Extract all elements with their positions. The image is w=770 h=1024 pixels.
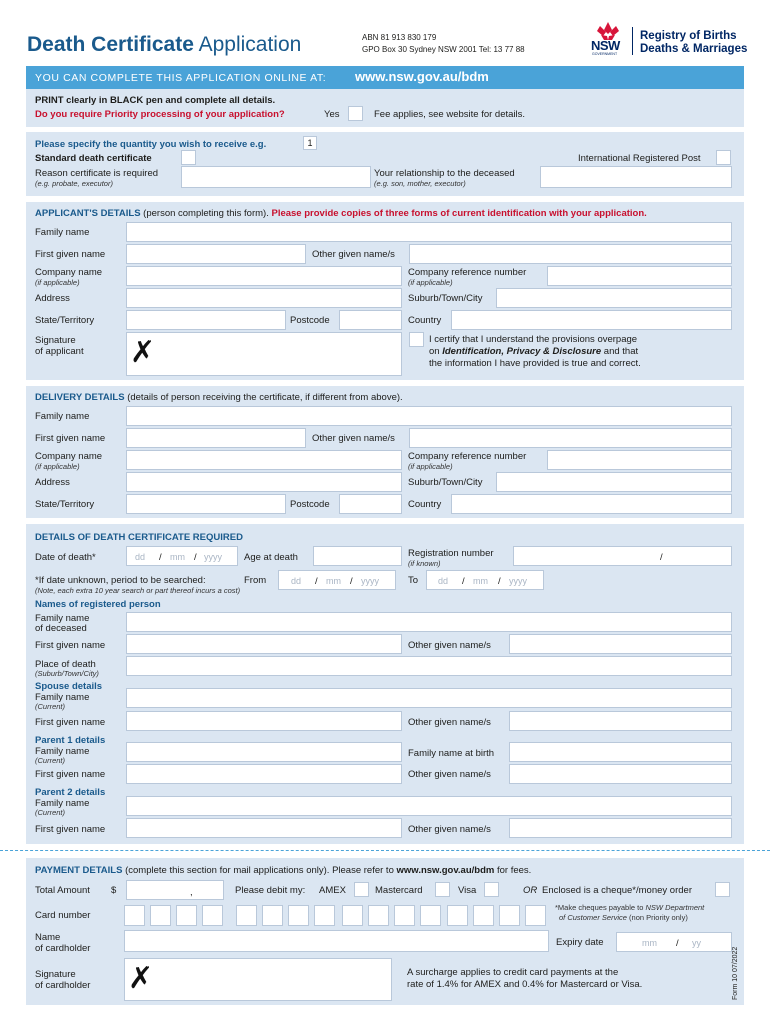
priority-yes-label: Yes (324, 109, 340, 120)
delivery-other-names-label: Other given name/s (312, 433, 395, 444)
delivery-title-note: (details of person receiving the certificate, if different from above). (127, 392, 403, 403)
cardholder-signature-label2: of cardholder (35, 980, 91, 991)
relationship-example: (e.g. son, mother, executor) (374, 179, 466, 188)
delivery-address-label: Address (35, 477, 70, 488)
card-digit-8[interactable] (314, 905, 335, 926)
date-of-death-label: Date of death* (35, 552, 96, 563)
applicant-id-requirement: Please provide copies of three forms of current identification with your application. (271, 208, 647, 219)
from-yyyy-placeholder: yyyy (361, 576, 379, 586)
parent2-other-names-input[interactable] (509, 818, 732, 838)
applicant-title (35, 208, 647, 219)
delivery-family-name-label: Family name (35, 411, 90, 422)
relationship-label: Your relationship to the deceased (374, 168, 515, 179)
contact-address: GPO Box 30 Sydney NSW 2001 Tel: 13 77 88 (362, 45, 525, 54)
card-number-label: Card number (35, 910, 91, 921)
certify-and: and that (603, 346, 639, 357)
applicant-country-label: Country (408, 315, 442, 326)
registration-number-input[interactable] (513, 546, 732, 566)
deceased-other-names-label: Other given name/s (408, 640, 491, 651)
priority-yes-checkbox[interactable] (348, 106, 363, 121)
applicant-company-ref-input[interactable] (547, 266, 732, 286)
delivery-country-label: Country (408, 499, 442, 510)
expiry-date-label: Expiry date (556, 937, 604, 948)
delivery-postcode-label: Postcode (290, 499, 330, 510)
cardholder-signature-label: Signature (35, 969, 76, 980)
certify-text-line2 (429, 346, 638, 357)
parent1-current-sub: (Current) (35, 756, 66, 765)
spouse-family-name-label: Family name (35, 692, 90, 703)
quantity-title: Please specify the quantity you wish to receive e.g. (35, 139, 267, 150)
certify-checkbox[interactable] (409, 332, 424, 347)
dod-yyyy-placeholder: yyyy (204, 552, 222, 562)
applicant-country-input[interactable] (451, 310, 732, 330)
spouse-details-title: Spouse details (35, 681, 103, 692)
card-digit-12[interactable] (420, 905, 441, 926)
parent1-birth-name-label: Family name at birth (408, 748, 495, 759)
abn-text: ABN 81 913 830 179 (362, 33, 437, 42)
registration-number-label: Registration number (408, 548, 494, 559)
applicant-company-sub: (if applicable) (35, 278, 80, 287)
applicant-state-input[interactable] (126, 310, 286, 330)
applicant-company-input[interactable] (126, 266, 402, 286)
payment-title-main: PAYMENT DETAILS (35, 865, 123, 876)
card-digit-9[interactable] (342, 905, 363, 926)
dollar-sign: $ (111, 885, 117, 896)
to-slash1: / (462, 576, 465, 587)
delivery-other-names-input[interactable] (409, 428, 732, 448)
spouse-other-names-label: Other given name/s (408, 717, 491, 728)
parent2-family-name-label: Family name (35, 798, 90, 809)
applicant-postcode-input[interactable] (339, 310, 402, 330)
parent1-other-names-label: Other given name/s (408, 769, 491, 780)
delivery-first-name-label: First given name (35, 433, 106, 444)
applicant-address-input[interactable] (126, 288, 402, 308)
parent1-details-title: Parent 1 details (35, 735, 106, 746)
from-slash1: / (315, 576, 318, 587)
visa-checkbox[interactable] (484, 882, 499, 897)
reason-example: (e.g. probate, executor) (35, 179, 113, 188)
card-digit-11[interactable] (394, 905, 415, 926)
dod-dd-placeholder: dd (135, 552, 146, 562)
debit-label: Please debit my: (235, 885, 306, 896)
delivery-company-sub: (if applicable) (35, 462, 80, 471)
cheque-non-priority: (non Priority only) (629, 913, 688, 922)
parent1-birth-name-input[interactable] (509, 742, 732, 762)
applicant-family-name-label: Family name (35, 227, 90, 238)
nsw-logo-sub: GOVERNMENT (592, 52, 618, 56)
mastercard-checkbox[interactable] (435, 882, 450, 897)
parent2-other-names-label: Other given name/s (408, 824, 491, 835)
parent1-first-name-label: First given name (35, 769, 106, 780)
delivery-address-input[interactable] (126, 472, 402, 492)
parent2-current-sub: (Current) (35, 808, 66, 817)
applicant-signature-label2: of applicant (35, 346, 84, 357)
card-digit-5[interactable] (236, 905, 257, 926)
delivery-suburb-input[interactable] (496, 472, 732, 492)
from-label: From (244, 575, 267, 586)
cheque-checkbox[interactable] (715, 882, 730, 897)
banner-url-link[interactable]: www.nsw.gov.au/bdm (355, 69, 489, 84)
applicant-company-ref-label: Company reference number (408, 267, 527, 278)
applicant-other-names-input[interactable] (409, 244, 732, 264)
to-dd-placeholder: dd (438, 576, 449, 586)
quantity-section (26, 132, 744, 196)
card-digit-10[interactable] (368, 905, 389, 926)
reason-input[interactable] (181, 166, 371, 188)
registration-number-sub: (if known) (408, 559, 441, 568)
applicant-suburb-label: Suburb/Town/City (408, 293, 483, 304)
international-post-checkbox[interactable] (716, 150, 731, 165)
deceased-family-name-label: Family name (35, 613, 90, 624)
applicant-other-names-label: Other given name/s (312, 249, 395, 260)
dod-slash1: / (159, 552, 162, 563)
dod-slash2: / (194, 552, 197, 563)
deceased-family-name-input[interactable] (126, 612, 732, 632)
applicant-company-ref-sub: (if applicable) (408, 278, 453, 287)
title-light: Application (198, 33, 302, 56)
surcharge-note-line1: A surcharge applies to credit card payments at the (407, 967, 619, 978)
delivery-state-label: State/Territory (35, 499, 95, 510)
payment-title (35, 865, 531, 876)
delivery-company-label: Company name (35, 451, 103, 462)
amount-comma: , (190, 887, 193, 898)
quantity-example-box: 1 (303, 136, 317, 150)
applicant-title-note: (person completing this form). (143, 208, 269, 219)
card-digit-6[interactable] (262, 905, 283, 926)
cardholder-signature-box[interactable] (124, 958, 392, 1001)
payment-title-end: for fees. (496, 865, 532, 876)
applicant-signature-label: Signature (35, 335, 76, 346)
place-of-death-sub: (Suburb/Town/City) (35, 669, 99, 678)
from-slash2: / (350, 576, 353, 587)
cheque-payee: NSW Department (645, 903, 705, 912)
card-digit-16[interactable] (525, 905, 546, 926)
if-unknown-label: *If date unknown, period to be searched: (35, 575, 206, 586)
card-digit-15[interactable] (499, 905, 520, 926)
delivery-title-main: DELIVERY DETAILS (35, 392, 125, 403)
parent1-family-name-input[interactable] (126, 742, 402, 762)
expiry-date-input[interactable] (616, 932, 732, 952)
expiry-slash: / (676, 938, 679, 949)
or-label: OR (523, 885, 538, 896)
spouse-first-name-input[interactable] (126, 711, 402, 731)
cheque-note-line1 (555, 903, 704, 912)
parent1-first-name-input[interactable] (126, 764, 402, 784)
cheque-label: Enclosed is a cheque*/money order (542, 885, 692, 896)
delivery-state-input[interactable] (126, 494, 286, 514)
applicant-address-label: Address (35, 293, 70, 304)
spouse-family-name-input[interactable] (126, 688, 732, 708)
delivery-company-ref-input[interactable] (547, 450, 732, 470)
age-at-death-label: Age at death (244, 552, 298, 563)
spouse-first-name-label: First given name (35, 717, 106, 728)
visa-label: Visa (458, 885, 477, 896)
delivery-family-name-input[interactable] (126, 406, 732, 426)
age-at-death-input[interactable] (313, 546, 402, 566)
applicant-state-label: State/Territory (35, 315, 95, 326)
expiry-mm-placeholder: mm (642, 938, 657, 948)
delivery-postcode-input[interactable] (339, 494, 402, 514)
parent1-other-names-input[interactable] (509, 764, 732, 784)
registry-name-line1: Registry of Births (640, 30, 737, 42)
payment-section (26, 858, 744, 1005)
deceased-first-name-label: First given name (35, 640, 106, 651)
international-post-label: International Registered Post (578, 153, 701, 164)
delivery-country-input[interactable] (451, 494, 732, 514)
card-digit-14[interactable] (473, 905, 494, 926)
fee-note: Fee applies, see website for details. (374, 109, 526, 120)
spouse-current-sub: (Current) (35, 702, 66, 711)
applicant-title-main: APPLICANT'S DETAILS (35, 208, 141, 219)
applicant-first-name-label: First given name (35, 249, 106, 260)
to-yyyy-placeholder: yyyy (509, 576, 527, 586)
payment-title-note: (complete this section for mail applications only). Please refer to (125, 865, 394, 876)
total-amount-input[interactable] (126, 880, 224, 900)
card-digit-3[interactable] (176, 905, 197, 926)
from-dd-placeholder: dd (291, 576, 302, 586)
page-title (27, 33, 301, 57)
standard-certificate-label: Standard death certificate (35, 153, 152, 164)
standard-certificate-qty[interactable] (181, 150, 196, 165)
title-bold: Death Certificate (27, 33, 194, 56)
cheque-payee-cont: of Customer Service (559, 913, 627, 922)
cardholder-name-label: Name (35, 932, 61, 943)
intro-section (26, 89, 744, 127)
card-digit-1[interactable] (124, 905, 145, 926)
death-details-section (26, 524, 744, 844)
priority-question: Do you require Priority processing of your application? (35, 109, 285, 120)
relationship-input[interactable] (540, 166, 732, 188)
delivery-first-name-input[interactable] (126, 428, 306, 448)
cheque-note-prefix: *Make cheques payable to (555, 903, 644, 912)
search-cost-note: (Note, each extra 10 year search or part thereof incurs a cost) (35, 586, 241, 595)
deceased-other-names-input[interactable] (509, 634, 732, 654)
applicant-family-name-input[interactable] (126, 222, 732, 242)
applicant-signature-cross-icon: ✗ (130, 335, 156, 370)
applicant-section (26, 202, 744, 380)
to-mm-placeholder: mm (473, 576, 488, 586)
certify-text-line3: the information I have provided is true and correct. (429, 358, 641, 369)
deceased-family-name-label2: of deceased (35, 623, 87, 634)
from-mm-placeholder: mm (326, 576, 341, 586)
applicant-signature-box[interactable] (126, 332, 402, 376)
surcharge-note-line2: rate of 1.4% for AMEX and 0.4% for Mastercard or Visa. (407, 979, 643, 990)
parent2-first-name-input[interactable] (126, 818, 402, 838)
certify-provisions-ref: Identification, Privacy & Disclosure (442, 346, 602, 357)
registry-name-line2: Deaths & Marriages (640, 43, 748, 55)
amex-checkbox[interactable] (354, 882, 369, 897)
delivery-company-input[interactable] (126, 450, 402, 470)
card-digit-4[interactable] (202, 905, 223, 926)
payment-fees-link[interactable]: www.nsw.gov.au/bdm (396, 865, 495, 876)
card-digit-2[interactable] (150, 905, 171, 926)
applicant-company-label: Company name (35, 267, 103, 278)
cheque-note-line2 (559, 913, 688, 922)
card-digit-7[interactable] (288, 905, 309, 926)
certify-on: on (429, 346, 440, 357)
to-slash2: / (498, 576, 501, 587)
parent2-details-title: Parent 2 details (35, 787, 106, 798)
registration-number-slash: / (660, 552, 663, 563)
parent1-family-name-label: Family name (35, 746, 90, 757)
delivery-company-ref-label: Company reference number (408, 451, 527, 462)
dod-mm-placeholder: mm (170, 552, 185, 562)
print-instruction: PRINT clearly in BLACK pen and complete all details. (35, 95, 276, 106)
nsw-logo-text: NSW (591, 38, 620, 53)
delivery-company-ref-sub: (if applicable) (408, 462, 453, 471)
deceased-first-name-input[interactable] (126, 634, 402, 654)
mastercard-label: Mastercard (375, 885, 423, 896)
names-registered-title: Names of registered person (35, 599, 161, 610)
applicant-postcode-label: Postcode (290, 315, 330, 326)
logo-divider (632, 27, 633, 55)
delivery-suburb-label: Suburb/Town/City (408, 477, 483, 488)
amex-label: AMEX (319, 885, 346, 896)
certify-text-line1: I certify that I understand the provisions overpage (429, 334, 638, 345)
delivery-section (26, 386, 744, 518)
expiry-yy-placeholder: yy (692, 938, 701, 948)
death-details-title: DETAILS OF DEATH CERTIFICATE REQUIRED (35, 532, 243, 543)
to-label: To (408, 575, 419, 586)
spouse-other-names-input[interactable] (509, 711, 732, 731)
form-id: Form 10 07/2022 (732, 946, 739, 1000)
online-banner (26, 66, 744, 89)
reason-label: Reason certificate is required (35, 168, 159, 179)
banner-text: YOU CAN COMPLETE THIS APPLICATION ONLINE AT: (35, 72, 327, 84)
cardholder-name-label2: of cardholder (35, 943, 91, 954)
cardholder-name-input[interactable] (124, 930, 549, 952)
card-digit-13[interactable] (447, 905, 468, 926)
parent2-family-name-input[interactable] (126, 796, 732, 816)
total-amount-label: Total Amount (35, 885, 90, 896)
applicant-first-name-input[interactable] (126, 244, 306, 264)
parent2-first-name-label: First given name (35, 824, 106, 835)
perforation-line (0, 850, 770, 851)
place-of-death-input[interactable] (126, 656, 732, 676)
place-of-death-label: Place of death (35, 659, 96, 670)
cardholder-signature-cross-icon: ✗ (128, 961, 154, 996)
applicant-suburb-input[interactable] (496, 288, 732, 308)
delivery-title (35, 392, 403, 403)
